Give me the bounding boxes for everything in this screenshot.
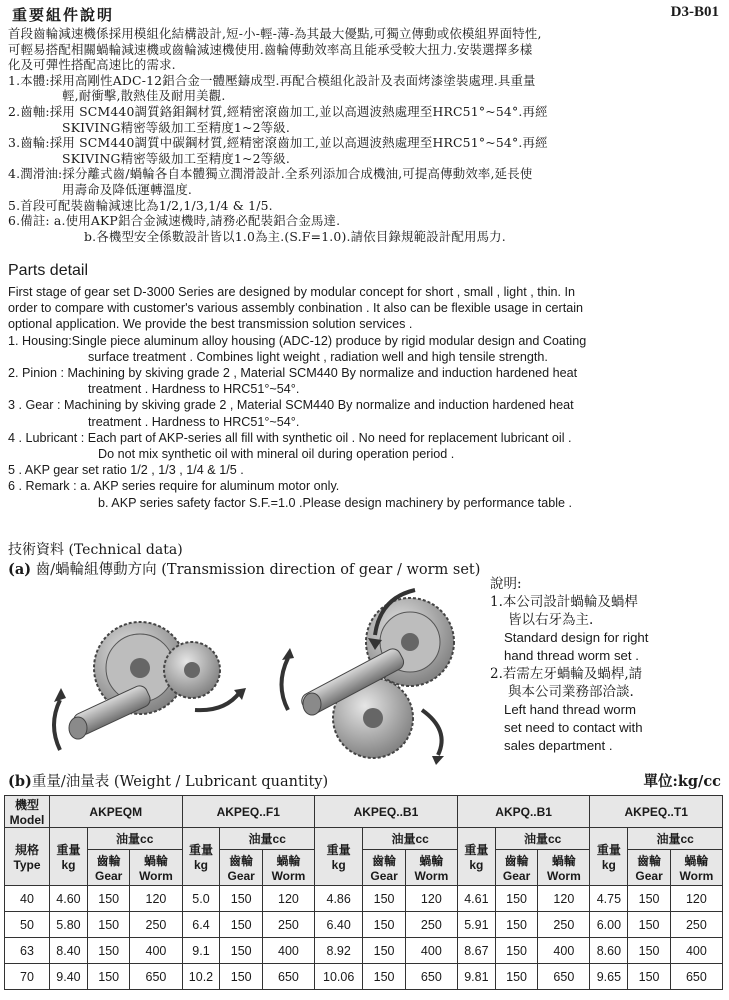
- section-a-heading: [8, 558, 480, 579]
- model-label-cell: 機型 Model: [5, 796, 50, 828]
- value-cell: 150: [363, 912, 405, 938]
- cn-item-6-cont: b.各機型安全係數設計皆以1.0為主.(S.F=1.0).請依目錄規範設計配用馬力.: [84, 228, 506, 244]
- weight-label: 重量 kg: [182, 828, 220, 886]
- note-line: Standard design for right: [504, 630, 649, 645]
- value-cell: 4.86: [315, 886, 363, 912]
- en-item-6: 6 . Remark : a. AKP series require for aluminum motor only.: [8, 479, 340, 494]
- note-line: 皆以右牙為主.: [508, 612, 594, 628]
- worm-label: 蝸輪 Worm: [538, 850, 590, 886]
- table-row: [5, 912, 723, 938]
- english-description: [8, 284, 723, 511]
- arrow-head-icon: [54, 688, 66, 702]
- type-cell: 70: [5, 964, 50, 990]
- note-line: set need to contact with: [504, 720, 643, 735]
- value-cell: 650: [670, 964, 722, 990]
- cn-item-4-cont: 用壽命及降低運轉溫度.: [62, 181, 193, 197]
- cn-item-3: 3.齒輪:採用 SCM440調質中碳鋼材質,經精密滾齒加工,並以高週波熱處理至HRC51°~54°.再經: [8, 135, 548, 151]
- value-cell: 150: [87, 886, 129, 912]
- note-line: hand thread worm set .: [504, 648, 639, 663]
- left-gear-small: [164, 642, 220, 698]
- gear-label: 齒輪 Gear: [363, 850, 405, 886]
- table-body: [5, 886, 723, 990]
- value-cell: 400: [262, 938, 314, 964]
- en-item-2-cont: treatment . Hardness to HRC51°~54°.: [88, 382, 300, 397]
- value-cell: 150: [495, 912, 537, 938]
- cn-item-1-cont: 輕,耐衝擊,散熱佳及耐用美觀.: [62, 88, 226, 104]
- value-cell: 150: [495, 964, 537, 990]
- value-cell: 150: [628, 938, 670, 964]
- value-cell: 400: [670, 938, 722, 964]
- value-cell: 150: [220, 964, 262, 990]
- model-name: AKPEQ..F1: [182, 796, 315, 828]
- value-cell: 6.40: [315, 912, 363, 938]
- type-label-cell: 規格 Type: [5, 828, 50, 886]
- value-cell: 150: [220, 886, 262, 912]
- type-cell: 40: [5, 886, 50, 912]
- value-cell: 120: [670, 886, 722, 912]
- cn-intro-line: 化及可彈性搭配高速比的需求.: [8, 57, 176, 73]
- value-cell: 8.40: [50, 938, 88, 964]
- oil-label: 油量cc: [363, 828, 458, 850]
- value-cell: 10.2: [182, 964, 220, 990]
- note-line: 1.本公司設計蝸輪及蝸桿: [490, 594, 638, 610]
- gear-label: 齒輪 Gear: [628, 850, 670, 886]
- value-cell: 150: [495, 886, 537, 912]
- cn-item-6: 6.備註: a.使用AKP鋁合金減速機時,請務必配裝鋁合金馬達.: [8, 213, 341, 229]
- en-item-6-cont: b. AKP series safety factor S.F.=1.0 .Please design machinery by performance table .: [98, 495, 573, 510]
- weight-label: 重量 kg: [50, 828, 88, 886]
- parts-detail-heading: Parts detail: [8, 262, 89, 279]
- value-cell: 250: [405, 912, 457, 938]
- value-cell: 150: [363, 886, 405, 912]
- value-cell: 400: [538, 938, 590, 964]
- value-cell: 9.65: [590, 964, 628, 990]
- value-cell: 250: [262, 912, 314, 938]
- model-name: AKPQ..B1: [457, 796, 590, 828]
- value-cell: 150: [220, 938, 262, 964]
- value-cell: 400: [405, 938, 457, 964]
- oil-label: 油量cc: [220, 828, 315, 850]
- value-cell: 120: [538, 886, 590, 912]
- section-a-label: (a): [8, 561, 32, 578]
- value-cell: 5.80: [50, 912, 88, 938]
- value-cell: 6.00: [590, 912, 628, 938]
- arrow-head-icon: [282, 648, 294, 660]
- cn-item-5: 5.首段可配裝齒輪減速比為1/2,1/3,1/4 & 1/5.: [8, 197, 273, 213]
- arrow-head-icon: [432, 756, 444, 765]
- oil-label: 油量cc: [495, 828, 590, 850]
- section-b-en: (Weight / Lubricant quantity): [113, 774, 329, 790]
- type-cell: 63: [5, 938, 50, 964]
- value-cell: 650: [130, 964, 182, 990]
- rotation-arrow-icon: [422, 710, 442, 755]
- worm-label: 蝸輪 Worm: [405, 850, 457, 886]
- table-row: [5, 964, 723, 990]
- value-cell: 150: [628, 886, 670, 912]
- worm-label: 蝸輪 Worm: [670, 850, 722, 886]
- cn-item-2: 2.齒軸:採用 SCM440調質鉻鉬鋼材質,經精密滾齒加工,並以高週波熱處理至HRC51°~54°.再經: [8, 103, 548, 119]
- direction-notes: [490, 575, 725, 755]
- value-cell: 250: [130, 912, 182, 938]
- gear-set-illustration: [30, 580, 480, 765]
- type-cell: 50: [5, 912, 50, 938]
- table-row: [5, 938, 723, 964]
- value-cell: 250: [670, 912, 722, 938]
- worm-label: 蝸輪 Worm: [130, 850, 182, 886]
- section-b-cn: 重量/油量表: [31, 774, 110, 790]
- value-cell: 9.40: [50, 964, 88, 990]
- gear-label: 齒輪 Gear: [495, 850, 537, 886]
- worm-label: 蝸輪 Worm: [262, 850, 314, 886]
- note-line: Left hand thread worm: [504, 702, 636, 717]
- rotation-arrow-icon: [282, 658, 289, 710]
- value-cell: 6.4: [182, 912, 220, 938]
- gear-label: 齒輪 Gear: [220, 850, 262, 886]
- oil-header-row: [5, 828, 723, 850]
- value-cell: 400: [130, 938, 182, 964]
- value-cell: 150: [628, 912, 670, 938]
- value-cell: 5.91: [457, 912, 495, 938]
- value-cell: 8.60: [590, 938, 628, 964]
- technical-data-heading: 技術資料 (Technical data): [8, 542, 183, 558]
- en-item-3: 3 . Gear : Machining by skiving grade 2 , Material SCM440 By normalize and induction hardened heat: [8, 398, 574, 413]
- cn-item-3-cont: SKIVING精密等級加工至精度1~2等級.: [62, 150, 291, 166]
- en-item-4-cont: Do not mix synthetic oil with mineral oil during operation period .: [98, 447, 455, 462]
- section-b-heading: [8, 770, 328, 791]
- table-row: [5, 886, 723, 912]
- value-cell: 9.81: [457, 964, 495, 990]
- oil-label: 油量cc: [628, 828, 723, 850]
- value-cell: 120: [262, 886, 314, 912]
- note-line: 說明:: [490, 576, 522, 592]
- page-code: D3-B01: [670, 4, 719, 20]
- value-cell: 10.06: [315, 964, 363, 990]
- cn-item-2-cont: SKIVING精密等級加工至精度1~2等級.: [62, 119, 291, 135]
- value-cell: 250: [538, 912, 590, 938]
- section-b-label: (b): [8, 773, 32, 790]
- value-cell: 150: [363, 938, 405, 964]
- en-item-5: 5 . AKP gear set ratio 1/2 , 1/3 , 1/4 & 1/5 .: [8, 463, 244, 478]
- en-item-3-cont: treatment . Hardness to HRC51°~54°.: [88, 414, 300, 429]
- model-name: AKPEQ..T1: [590, 796, 723, 828]
- weight-label: 重量 kg: [457, 828, 495, 886]
- value-cell: 150: [87, 964, 129, 990]
- en-intro-line: First stage of gear set D-3000 Series are designed by modular concept for short , small , light , thin. In: [8, 285, 575, 299]
- value-cell: 150: [628, 964, 670, 990]
- value-cell: 150: [363, 964, 405, 990]
- weight-label: 重量 kg: [315, 828, 363, 886]
- note-line: sales department .: [504, 738, 613, 753]
- value-cell: 8.67: [457, 938, 495, 964]
- en-intro-line: order to compare with customer's various assembly conbination . It also can be flexible usage in certain: [8, 301, 584, 316]
- gear-label: 齒輪 Gear: [87, 850, 129, 886]
- value-cell: 4.60: [50, 886, 88, 912]
- weight-lubricant-table: [4, 795, 723, 990]
- note-line: 與本公司業務部洽談.: [508, 684, 634, 700]
- value-cell: 150: [495, 938, 537, 964]
- cn-intro-line: 首段齒輪減速機係採用模組化結構設計,短-小-輕-薄-為其最大優點,可獨立傳動或依模組界面特性,: [8, 26, 542, 41]
- unit-label: 單位:kg/cc: [643, 773, 721, 790]
- weight-label: 重量 kg: [590, 828, 628, 886]
- en-item-4: 4 . Lubricant : Each part of AKP-series all fill with synthetic oil . No need for replacement lubricant oil .: [8, 430, 572, 445]
- value-cell: 150: [87, 938, 129, 964]
- value-cell: 650: [405, 964, 457, 990]
- page-title: 重要組件說明: [12, 6, 115, 24]
- oil-label: 油量cc: [87, 828, 182, 850]
- rotation-arrow-icon: [54, 700, 60, 750]
- en-item-1-cont: surface treatment . Combines light weight , radiation well and high tensile strength.: [88, 349, 548, 364]
- model-header-row: [5, 796, 723, 828]
- section-a-cn: 齒/蝸輪組傳動方向: [35, 562, 157, 578]
- value-cell: 5.0: [182, 886, 220, 912]
- model-name: AKPEQ..B1: [315, 796, 458, 828]
- cn-item-1: 1.本體:採用高剛性ADC-12鋁合金一體壓鑄成型.再配合模組化設計及表面烤漆塗裝處理.具重量: [8, 72, 536, 88]
- en-item-1: 1. Housing:Single piece aluminum alloy housing (ADC-12) produce by rigid modular design and Coating: [8, 333, 587, 348]
- en-intro-line: optional application. We provide the best transmission solution services .: [8, 317, 413, 332]
- cn-intro-line: 可輕易搭配相關蝸輪減速機或齒輪減速機使用.齒輪傳動效率高且能承受較大扭力.安裝選擇多樣: [8, 41, 533, 57]
- value-cell: 650: [538, 964, 590, 990]
- value-cell: 150: [87, 912, 129, 938]
- value-cell: 120: [405, 886, 457, 912]
- value-cell: 9.1: [182, 938, 220, 964]
- value-cell: 8.92: [315, 938, 363, 964]
- section-a-en: (Transmission direction of gear / worm set): [161, 562, 481, 578]
- model-name: AKPEQM: [50, 796, 183, 828]
- value-cell: 150: [220, 912, 262, 938]
- en-item-2: 2. Pinion : Machining by skiving grade 2 , Material SCM440 By normalize and induction hardened heat: [8, 366, 578, 381]
- cn-item-4: 4.潤滑油:採分離式齒/蝸輪各自本體獨立潤滑設計.全系列添加合成機油,可提高傳動效率,延長使: [8, 166, 533, 182]
- chinese-description: [8, 26, 720, 244]
- note-line: 2.若需左牙蝸輪及蝸桿,請: [490, 666, 643, 682]
- value-cell: 4.75: [590, 886, 628, 912]
- value-cell: 650: [262, 964, 314, 990]
- value-cell: 120: [130, 886, 182, 912]
- value-cell: 4.61: [457, 886, 495, 912]
